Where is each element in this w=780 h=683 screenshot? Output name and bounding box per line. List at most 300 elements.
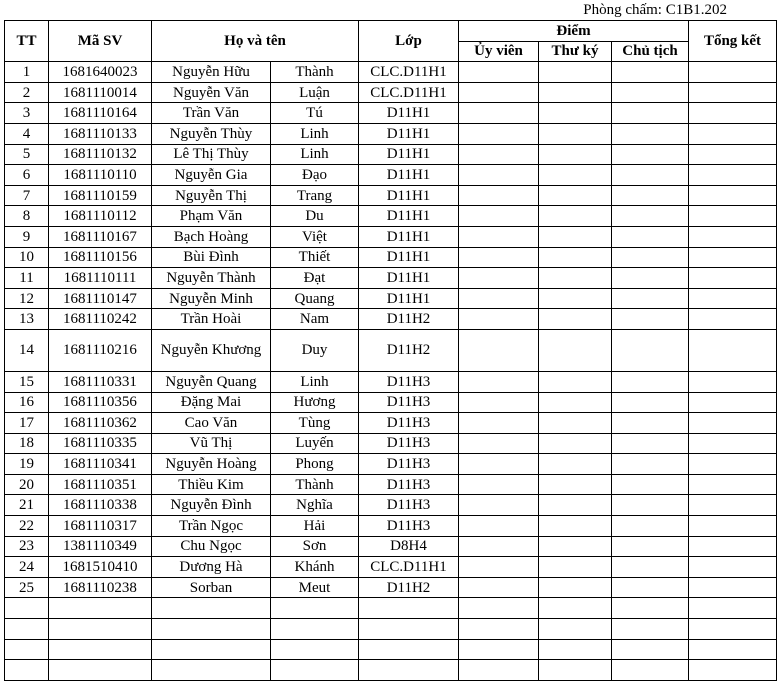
col-header-secretary: Thư ký (539, 41, 612, 62)
score-member-cell[interactable] (459, 329, 539, 371)
score-member-cell[interactable] (459, 577, 539, 598)
score-secretary-cell[interactable] (539, 495, 612, 516)
student-id-cell: 1681110112 (49, 206, 152, 227)
table-row (5, 165, 777, 186)
table-row (5, 226, 777, 247)
row-number-cell: 1 (5, 62, 49, 83)
score-secretary-cell[interactable] (539, 309, 612, 330)
score-chair-cell[interactable] (612, 392, 689, 413)
score-secretary-cell[interactable] (539, 577, 612, 598)
empty-cell (5, 598, 49, 619)
surname-cell: Nguyễn Văn (152, 82, 271, 103)
student-id-cell: 1681640023 (49, 62, 152, 83)
score-member-cell[interactable] (459, 165, 539, 186)
class-cell: D11H3 (359, 516, 459, 537)
total-cell[interactable] (689, 474, 777, 495)
total-cell[interactable] (689, 247, 777, 268)
student-id-cell: 1681110338 (49, 495, 152, 516)
surname-cell: Phạm Văn (152, 206, 271, 227)
table-row (5, 413, 777, 434)
table-row (5, 268, 777, 289)
row-number-cell: 12 (5, 288, 49, 309)
total-cell[interactable] (689, 536, 777, 557)
row-number-cell: 16 (5, 392, 49, 413)
score-secretary-cell[interactable] (539, 433, 612, 454)
score-member-cell[interactable] (459, 103, 539, 124)
surname-cell: Trần Ngọc (152, 516, 271, 537)
score-chair-cell[interactable] (612, 62, 689, 83)
empty-cell (271, 639, 359, 660)
student-id-cell: 1681110317 (49, 516, 152, 537)
col-header-student-id: Mã SV (49, 21, 152, 62)
score-chair-cell[interactable] (612, 144, 689, 165)
empty-table-row (5, 598, 777, 619)
row-number-cell: 6 (5, 165, 49, 186)
score-secretary-cell[interactable] (539, 371, 612, 392)
row-number-cell: 20 (5, 474, 49, 495)
row-number-cell: 24 (5, 557, 49, 578)
total-cell[interactable] (689, 103, 777, 124)
table-row (5, 392, 777, 413)
total-cell[interactable] (689, 516, 777, 537)
student-id-cell: 1681110014 (49, 82, 152, 103)
total-cell[interactable] (689, 557, 777, 578)
row-number-cell: 5 (5, 144, 49, 165)
score-member-cell[interactable] (459, 433, 539, 454)
empty-cell (359, 660, 459, 681)
surname-cell: Thiều Kim (152, 474, 271, 495)
score-secretary-cell[interactable] (539, 226, 612, 247)
row-number-cell: 4 (5, 123, 49, 144)
score-secretary-cell[interactable] (539, 123, 612, 144)
student-id-cell: 1681110331 (49, 371, 152, 392)
student-id-cell: 1681110164 (49, 103, 152, 124)
col-header-tt: TT (5, 21, 49, 62)
table-row (5, 62, 777, 83)
score-chair-cell[interactable] (612, 309, 689, 330)
surname-cell: Nguyễn Đình (152, 495, 271, 516)
surname-cell: Nguyễn Thùy (152, 123, 271, 144)
score-member-cell[interactable] (459, 454, 539, 475)
table-row (5, 474, 777, 495)
empty-cell (152, 619, 271, 640)
score-member-cell[interactable] (459, 392, 539, 413)
class-cell: D11H3 (359, 413, 459, 434)
surname-cell: Sorban (152, 577, 271, 598)
given-name-cell: Đạt (271, 268, 359, 289)
col-header-chair: Chủ tịch (612, 41, 689, 62)
empty-cell (459, 639, 539, 660)
score-member-cell[interactable] (459, 309, 539, 330)
student-id-cell: 1681110159 (49, 185, 152, 206)
score-secretary-cell[interactable] (539, 454, 612, 475)
grade-sheet-table (4, 20, 777, 681)
empty-cell (271, 619, 359, 640)
score-chair-cell[interactable] (612, 165, 689, 186)
score-chair-cell[interactable] (612, 433, 689, 454)
class-cell: CLC.D11H1 (359, 62, 459, 83)
total-cell[interactable] (689, 371, 777, 392)
col-header-member: Ủy viên (459, 41, 539, 62)
score-chair-cell[interactable] (612, 474, 689, 495)
total-cell[interactable] (689, 165, 777, 186)
score-secretary-cell[interactable] (539, 288, 612, 309)
class-cell: D11H2 (359, 309, 459, 330)
given-name-cell: Quang (271, 288, 359, 309)
score-chair-cell[interactable] (612, 516, 689, 537)
empty-cell (612, 639, 689, 660)
empty-cell (689, 598, 777, 619)
student-id-cell: 1681110362 (49, 413, 152, 434)
table-body (5, 62, 777, 681)
score-member-cell[interactable] (459, 268, 539, 289)
student-id-cell: 1681110242 (49, 309, 152, 330)
surname-cell: Cao Văn (152, 413, 271, 434)
empty-table-row (5, 619, 777, 640)
surname-cell: Nguyễn Gia (152, 165, 271, 186)
row-number-cell: 22 (5, 516, 49, 537)
empty-cell (539, 619, 612, 640)
surname-cell: Trần Văn (152, 103, 271, 124)
score-secretary-cell[interactable] (539, 206, 612, 227)
score-member-cell[interactable] (459, 144, 539, 165)
empty-cell (459, 619, 539, 640)
total-cell[interactable] (689, 413, 777, 434)
empty-cell (152, 660, 271, 681)
col-header-full-name: Họ và tên (152, 21, 359, 62)
total-cell[interactable] (689, 288, 777, 309)
score-secretary-cell[interactable] (539, 144, 612, 165)
table-row (5, 309, 777, 330)
total-cell[interactable] (689, 454, 777, 475)
empty-cell (612, 660, 689, 681)
empty-cell (5, 639, 49, 660)
surname-cell: Dương Hà (152, 557, 271, 578)
empty-cell (359, 639, 459, 660)
total-cell[interactable] (689, 392, 777, 413)
class-cell: CLC.D11H1 (359, 557, 459, 578)
class-cell: D11H3 (359, 433, 459, 454)
surname-cell: Bùi Đình (152, 247, 271, 268)
table-row (5, 288, 777, 309)
table-row (5, 103, 777, 124)
table-row (5, 144, 777, 165)
score-chair-cell[interactable] (612, 247, 689, 268)
empty-cell (152, 639, 271, 660)
table-row (5, 123, 777, 144)
class-cell: D11H1 (359, 165, 459, 186)
total-cell[interactable] (689, 62, 777, 83)
score-secretary-cell[interactable] (539, 413, 612, 434)
score-chair-cell[interactable] (612, 226, 689, 247)
empty-table-row (5, 639, 777, 660)
score-secretary-cell[interactable] (539, 62, 612, 83)
empty-cell (689, 639, 777, 660)
score-member-cell[interactable] (459, 516, 539, 537)
given-name-cell: Thiết (271, 247, 359, 268)
col-header-total: Tổng kết (689, 21, 777, 62)
surname-cell: Nguyễn Minh (152, 288, 271, 309)
row-number-cell: 2 (5, 82, 49, 103)
empty-cell (689, 660, 777, 681)
score-member-cell[interactable] (459, 495, 539, 516)
empty-cell (359, 598, 459, 619)
score-member-cell[interactable] (459, 371, 539, 392)
table-row (5, 495, 777, 516)
row-number-cell: 21 (5, 495, 49, 516)
surname-cell: Trần Hoài (152, 309, 271, 330)
empty-cell (49, 660, 152, 681)
empty-cell (459, 598, 539, 619)
class-cell: D11H1 (359, 288, 459, 309)
surname-cell: Chu Ngọc (152, 536, 271, 557)
row-number-cell: 19 (5, 454, 49, 475)
score-member-cell[interactable] (459, 474, 539, 495)
given-name-cell: Nam (271, 309, 359, 330)
student-id-cell: 1681110341 (49, 454, 152, 475)
student-id-cell: 1681110156 (49, 247, 152, 268)
given-name-cell: Linh (271, 371, 359, 392)
student-id-cell: 1681110351 (49, 474, 152, 495)
empty-cell (612, 619, 689, 640)
row-number-cell: 3 (5, 103, 49, 124)
surname-cell: Vũ Thị (152, 433, 271, 454)
given-name-cell: Trang (271, 185, 359, 206)
score-chair-cell[interactable] (612, 371, 689, 392)
table-row (5, 516, 777, 537)
given-name-cell: Duy (271, 329, 359, 371)
student-id-cell: 1681110335 (49, 433, 152, 454)
score-member-cell[interactable] (459, 206, 539, 227)
row-number-cell: 17 (5, 413, 49, 434)
student-id-cell: 1681510410 (49, 557, 152, 578)
empty-cell (5, 660, 49, 681)
given-name-cell: Đạo (271, 165, 359, 186)
total-cell[interactable] (689, 144, 777, 165)
col-header-score: Điểm (459, 21, 689, 42)
table-row (5, 206, 777, 227)
row-number-cell: 7 (5, 185, 49, 206)
table-row (5, 454, 777, 475)
given-name-cell: Tú (271, 103, 359, 124)
empty-table-row (5, 660, 777, 681)
empty-cell (539, 639, 612, 660)
given-name-cell: Hương (271, 392, 359, 413)
score-member-cell[interactable] (459, 185, 539, 206)
score-chair-cell[interactable] (612, 123, 689, 144)
class-cell: D11H1 (359, 247, 459, 268)
grading-room-label: Phòng chấm: C1B1.202 (583, 2, 727, 18)
table-row (5, 557, 777, 578)
class-cell: D11H1 (359, 123, 459, 144)
total-cell[interactable] (689, 268, 777, 289)
row-number-cell: 25 (5, 577, 49, 598)
class-cell: D11H2 (359, 329, 459, 371)
given-name-cell: Việt (271, 226, 359, 247)
surname-cell: Đặng Mai (152, 392, 271, 413)
surname-cell: Nguyễn Quang (152, 371, 271, 392)
surname-cell: Nguyễn Thị (152, 185, 271, 206)
class-cell: D8H4 (359, 536, 459, 557)
col-header-class: Lớp (359, 21, 459, 62)
given-name-cell: Thành (271, 474, 359, 495)
surname-cell: Bạch Hoàng (152, 226, 271, 247)
class-cell: D11H1 (359, 103, 459, 124)
empty-cell (49, 598, 152, 619)
score-secretary-cell[interactable] (539, 474, 612, 495)
student-id-cell: 1681110147 (49, 288, 152, 309)
table-row (5, 536, 777, 557)
given-name-cell: Khánh (271, 557, 359, 578)
class-cell: D11H3 (359, 392, 459, 413)
given-name-cell: Linh (271, 144, 359, 165)
class-cell: D11H1 (359, 206, 459, 227)
score-secretary-cell[interactable] (539, 516, 612, 537)
class-cell: D11H3 (359, 474, 459, 495)
empty-cell (271, 660, 359, 681)
student-id-cell: 1381110349 (49, 536, 152, 557)
empty-cell (459, 660, 539, 681)
student-id-cell: 1681110111 (49, 268, 152, 289)
row-number-cell: 8 (5, 206, 49, 227)
given-name-cell: Thành (271, 62, 359, 83)
given-name-cell: Du (271, 206, 359, 227)
empty-cell (49, 619, 152, 640)
score-chair-cell[interactable] (612, 454, 689, 475)
row-number-cell: 11 (5, 268, 49, 289)
empty-cell (271, 598, 359, 619)
row-number-cell: 15 (5, 371, 49, 392)
empty-cell (689, 619, 777, 640)
table-row (5, 433, 777, 454)
class-cell: D11H1 (359, 268, 459, 289)
class-cell: D11H3 (359, 454, 459, 475)
row-number-cell: 9 (5, 226, 49, 247)
score-chair-cell[interactable] (612, 206, 689, 227)
score-chair-cell[interactable] (612, 268, 689, 289)
score-chair-cell[interactable] (612, 577, 689, 598)
score-member-cell[interactable] (459, 536, 539, 557)
given-name-cell: Luyến (271, 433, 359, 454)
student-id-cell: 1681110132 (49, 144, 152, 165)
student-id-cell: 1681110110 (49, 165, 152, 186)
surname-cell: Nguyễn Hoàng (152, 454, 271, 475)
row-number-cell: 13 (5, 309, 49, 330)
empty-cell (612, 598, 689, 619)
empty-cell (49, 639, 152, 660)
row-number-cell: 23 (5, 536, 49, 557)
score-secretary-cell[interactable] (539, 247, 612, 268)
given-name-cell: Hải (271, 516, 359, 537)
student-id-cell: 1681110167 (49, 226, 152, 247)
score-chair-cell[interactable] (612, 103, 689, 124)
total-cell[interactable] (689, 577, 777, 598)
score-member-cell[interactable] (459, 123, 539, 144)
score-secretary-cell[interactable] (539, 392, 612, 413)
given-name-cell: Luận (271, 82, 359, 103)
score-chair-cell[interactable] (612, 82, 689, 103)
score-member-cell[interactable] (459, 62, 539, 83)
table-row (5, 82, 777, 103)
empty-cell (539, 598, 612, 619)
score-chair-cell[interactable] (612, 557, 689, 578)
score-member-cell[interactable] (459, 413, 539, 434)
surname-cell: Nguyễn Khương (152, 329, 271, 371)
student-id-cell: 1681110356 (49, 392, 152, 413)
table-row (5, 577, 777, 598)
total-cell[interactable] (689, 82, 777, 103)
row-number-cell: 14 (5, 329, 49, 371)
given-name-cell: Tùng (271, 413, 359, 434)
total-cell[interactable] (689, 185, 777, 206)
class-cell: D11H3 (359, 495, 459, 516)
score-member-cell[interactable] (459, 557, 539, 578)
student-id-cell: 1681110238 (49, 577, 152, 598)
score-chair-cell[interactable] (612, 185, 689, 206)
table-row (5, 371, 777, 392)
table-row (5, 185, 777, 206)
score-chair-cell[interactable] (612, 288, 689, 309)
class-cell: CLC.D11H1 (359, 82, 459, 103)
table-row (5, 247, 777, 268)
table-row (5, 329, 777, 371)
total-cell[interactable] (689, 329, 777, 371)
score-secretary-cell[interactable] (539, 536, 612, 557)
given-name-cell: Linh (271, 123, 359, 144)
empty-cell (152, 598, 271, 619)
score-chair-cell[interactable] (612, 413, 689, 434)
score-secretary-cell[interactable] (539, 82, 612, 103)
student-id-cell: 1681110133 (49, 123, 152, 144)
total-cell[interactable] (689, 433, 777, 454)
empty-cell (5, 619, 49, 640)
class-cell: D11H1 (359, 185, 459, 206)
score-secretary-cell[interactable] (539, 185, 612, 206)
given-name-cell: Meut (271, 577, 359, 598)
score-member-cell[interactable] (459, 82, 539, 103)
total-cell[interactable] (689, 309, 777, 330)
score-member-cell[interactable] (459, 226, 539, 247)
surname-cell: Nguyễn Thành (152, 268, 271, 289)
score-chair-cell[interactable] (612, 329, 689, 371)
score-secretary-cell[interactable] (539, 103, 612, 124)
score-member-cell[interactable] (459, 288, 539, 309)
row-number-cell: 18 (5, 433, 49, 454)
student-id-cell: 1681110216 (49, 329, 152, 371)
score-chair-cell[interactable] (612, 495, 689, 516)
row-number-cell: 10 (5, 247, 49, 268)
score-secretary-cell[interactable] (539, 557, 612, 578)
score-secretary-cell[interactable] (539, 165, 612, 186)
class-cell: D11H3 (359, 371, 459, 392)
score-secretary-cell[interactable] (539, 329, 612, 371)
total-cell[interactable] (689, 226, 777, 247)
given-name-cell: Phong (271, 454, 359, 475)
total-cell[interactable] (689, 495, 777, 516)
score-chair-cell[interactable] (612, 536, 689, 557)
surname-cell: Lê Thị Thùy (152, 144, 271, 165)
given-name-cell: Sơn (271, 536, 359, 557)
score-secretary-cell[interactable] (539, 268, 612, 289)
score-member-cell[interactable] (459, 247, 539, 268)
class-cell: D11H2 (359, 577, 459, 598)
given-name-cell: Nghĩa (271, 495, 359, 516)
class-cell: D11H1 (359, 144, 459, 165)
class-cell: D11H1 (359, 226, 459, 247)
total-cell[interactable] (689, 123, 777, 144)
empty-cell (359, 619, 459, 640)
total-cell[interactable] (689, 206, 777, 227)
